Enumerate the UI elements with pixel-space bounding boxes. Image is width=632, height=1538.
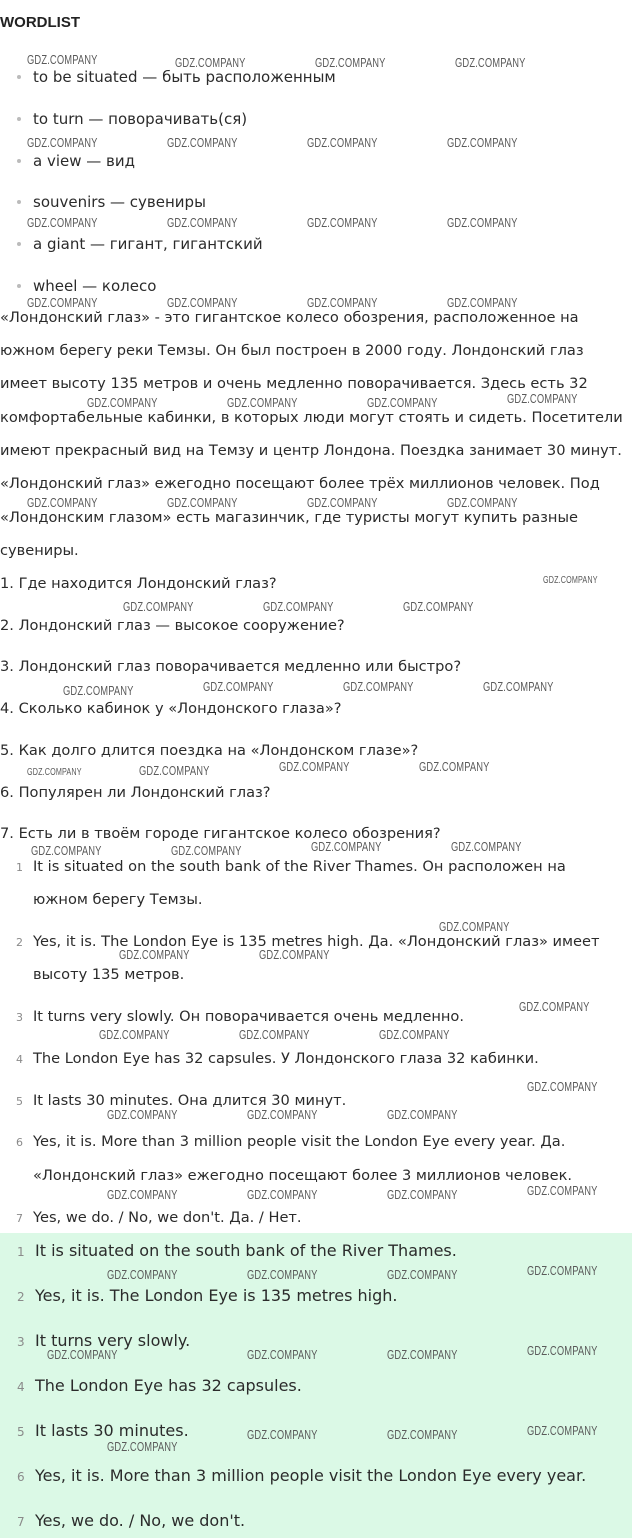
watermark: GDZ.COMPANY <box>259 947 330 962</box>
watermark: GDZ.COMPANY <box>403 599 474 614</box>
watermark: GDZ.COMPANY <box>247 1427 318 1442</box>
green-answer: 2 Yes, it is. The London Eye is 135 metres high. <box>17 1286 398 1305</box>
paragraph-line: «Лондонский глаз» - это гигантское колесо обозрения, расположенное на <box>0 309 579 326</box>
watermark: GDZ.COMPANY <box>107 1267 178 1282</box>
question: 5. Как долго длится поездка на «Лондонском глазе»? <box>0 742 419 759</box>
answer-line: 6 Yes, it is. More than 3 million people visit the London Eye every year. Да. <box>16 1133 566 1150</box>
watermark: GDZ.COMPANY <box>419 759 490 774</box>
watermark: GDZ.COMPANY <box>527 1423 598 1438</box>
wordlist-item: a giant — гигант, гигантский <box>33 235 263 253</box>
watermark: GDZ.COMPANY <box>171 843 242 858</box>
question: 6. Популярен ли Лондонский глаз? <box>0 784 271 801</box>
watermark: GDZ.COMPANY <box>315 55 386 70</box>
watermark: GDZ.COMPANY <box>27 495 98 510</box>
answer-line: 3 It turns very slowly. Он поворачивается очень медленно. <box>16 1008 464 1025</box>
answer-line: 4 The London Eye has 32 capsules. У Лондонского глаза 32 кабинки. <box>16 1050 539 1067</box>
answer-line: «Лондонский глаз» ежегодно посещают более 3 миллионов человек. <box>33 1167 573 1184</box>
watermark: GDZ.COMPANY <box>447 295 518 310</box>
bullet-icon <box>17 159 21 163</box>
watermark: GDZ.COMPANY <box>247 1107 318 1122</box>
question: 3. Лондонский глаз поворачивается медленно или быстро? <box>0 658 462 675</box>
watermark: GDZ.COMPANY <box>107 1107 178 1122</box>
watermark: GDZ.COMPANY <box>279 759 350 774</box>
watermark: GDZ.COMPANY <box>123 599 194 614</box>
green-answer: 1 It is situated on the south bank of the River Thames. <box>17 1241 457 1260</box>
wordlist-item: to turn — поворачивать(ся) <box>33 110 247 128</box>
watermark: GDZ.COMPANY <box>343 679 414 694</box>
paragraph-line: «Лондонский глаз» ежегодно посещают более трёх миллионов человек. Под <box>0 475 600 492</box>
green-answer: 7 Yes, we do. / No, we don't. <box>17 1511 246 1530</box>
watermark: GDZ.COMPANY <box>439 919 510 934</box>
watermark: GDZ.COMPANY <box>247 1267 318 1282</box>
answer-line: 7 Yes, we do. / No, we don't. Да. / Нет. <box>16 1209 302 1226</box>
bullet-icon <box>17 242 21 246</box>
watermark: GDZ.COMPANY <box>307 295 378 310</box>
question: 4. Сколько кабинок у «Лондонского глаза»? <box>0 700 342 717</box>
watermark: GDZ.COMPANY <box>387 1347 458 1362</box>
watermark: GDZ.COMPANY <box>307 135 378 150</box>
watermark: GDZ.COMPANY <box>387 1187 458 1202</box>
watermark: GDZ.COMPANY <box>27 767 82 778</box>
watermark: GDZ.COMPANY <box>455 55 526 70</box>
watermark: GDZ.COMPANY <box>247 1347 318 1362</box>
watermark: GDZ.COMPANY <box>387 1427 458 1442</box>
paragraph-line: сувениры. <box>0 542 79 559</box>
watermark: GDZ.COMPANY <box>387 1267 458 1282</box>
watermark: GDZ.COMPANY <box>99 1027 170 1042</box>
watermark: GDZ.COMPANY <box>447 135 518 150</box>
watermark: GDZ.COMPANY <box>63 683 134 698</box>
watermark: GDZ.COMPANY <box>87 395 158 410</box>
watermark: GDZ.COMPANY <box>27 52 98 67</box>
paragraph-line: имеют прекрасный вид на Темзу и центр Лондона. Поездка занимает 30 минут. <box>0 442 622 459</box>
watermark: GDZ.COMPANY <box>527 1183 598 1198</box>
paragraph-line: южном берегу реки Темзы. Он был построен в 2000 году. Лондонский глаз <box>0 342 584 359</box>
watermark: GDZ.COMPANY <box>543 575 598 586</box>
bullet-icon <box>17 75 21 79</box>
watermark: GDZ.COMPANY <box>27 135 98 150</box>
wordlist-item: a view — вид <box>33 152 135 170</box>
watermark: GDZ.COMPANY <box>379 1027 450 1042</box>
watermark: GDZ.COMPANY <box>447 215 518 230</box>
watermark: GDZ.COMPANY <box>507 391 578 406</box>
watermark: GDZ.COMPANY <box>519 999 590 1014</box>
answer-line: южном берегу Темзы. <box>33 891 203 908</box>
watermark: GDZ.COMPANY <box>107 1439 178 1454</box>
watermark: GDZ.COMPANY <box>47 1347 118 1362</box>
watermark: GDZ.COMPANY <box>239 1027 310 1042</box>
watermark: GDZ.COMPANY <box>139 763 210 778</box>
answer-line: высоту 135 метров. <box>33 966 185 983</box>
watermark: GDZ.COMPANY <box>527 1343 598 1358</box>
watermark: GDZ.COMPANY <box>387 1107 458 1122</box>
watermark: GDZ.COMPANY <box>119 947 190 962</box>
watermark: GDZ.COMPANY <box>167 215 238 230</box>
paragraph-line: комфортабельные кабинки, в которых люди могут стоять и сидеть. Посетители <box>0 409 623 426</box>
watermark: GDZ.COMPANY <box>167 495 238 510</box>
watermark: GDZ.COMPANY <box>483 679 554 694</box>
bullet-icon <box>17 284 21 288</box>
wordlist-item: to be situated — быть расположенным <box>33 68 336 86</box>
wordlist-item: souvenirs — сувениры <box>33 193 206 211</box>
wordlist-item: wheel — колесо <box>33 277 156 295</box>
green-answer: 3 It turns very slowly. <box>17 1331 191 1350</box>
wordlist-heading: WORDLIST <box>0 14 80 31</box>
answer-line: 5 It lasts 30 minutes. Она длится 30 минут. <box>16 1092 347 1109</box>
watermark: GDZ.COMPANY <box>247 1187 318 1202</box>
watermark: GDZ.COMPANY <box>451 839 522 854</box>
watermark: GDZ.COMPANY <box>167 135 238 150</box>
paragraph-line: имеет высоту 135 метров и очень медленно поворачивается. Здесь есть 32 <box>0 375 588 392</box>
watermark: GDZ.COMPANY <box>167 295 238 310</box>
answer-line: 1 It is situated on the south bank of the River Thames. Он расположен на <box>16 858 566 875</box>
watermark: GDZ.COMPANY <box>27 295 98 310</box>
watermark: GDZ.COMPANY <box>307 215 378 230</box>
green-answer: 5 It lasts 30 minutes. <box>17 1421 189 1440</box>
watermark: GDZ.COMPANY <box>31 843 102 858</box>
watermark: GDZ.COMPANY <box>527 1079 598 1094</box>
watermark: GDZ.COMPANY <box>175 55 246 70</box>
question: 2. Лондонский глаз — высокое сооружение? <box>0 617 345 634</box>
watermark: GDZ.COMPANY <box>311 839 382 854</box>
watermark: GDZ.COMPANY <box>107 1187 178 1202</box>
bullet-icon <box>17 200 21 204</box>
paragraph-line: «Лондонским глазом» есть магазинчик, где туристы могут купить разные <box>0 509 578 526</box>
watermark: GDZ.COMPANY <box>447 495 518 510</box>
watermark: GDZ.COMPANY <box>307 495 378 510</box>
watermark: GDZ.COMPANY <box>203 679 274 694</box>
question: 7. Есть ли в твоём городе гигантское колесо обозрения? <box>0 825 441 842</box>
answer-line: 2 Yes, it is. The London Eye is 135 metres high. Да. «Лондонский глаз» имеет <box>16 933 600 950</box>
watermark: GDZ.COMPANY <box>367 395 438 410</box>
watermark: GDZ.COMPANY <box>27 215 98 230</box>
bullet-icon <box>17 117 21 121</box>
watermark: GDZ.COMPANY <box>527 1263 598 1278</box>
watermark: GDZ.COMPANY <box>227 395 298 410</box>
green-answer: 4 The London Eye has 32 capsules. <box>17 1376 302 1395</box>
watermark: GDZ.COMPANY <box>263 599 334 614</box>
green-answer: 6 Yes, it is. More than 3 million people visit the London Eye every year. <box>17 1466 587 1485</box>
question: 1. Где находится Лондонский глаз? <box>0 575 277 592</box>
